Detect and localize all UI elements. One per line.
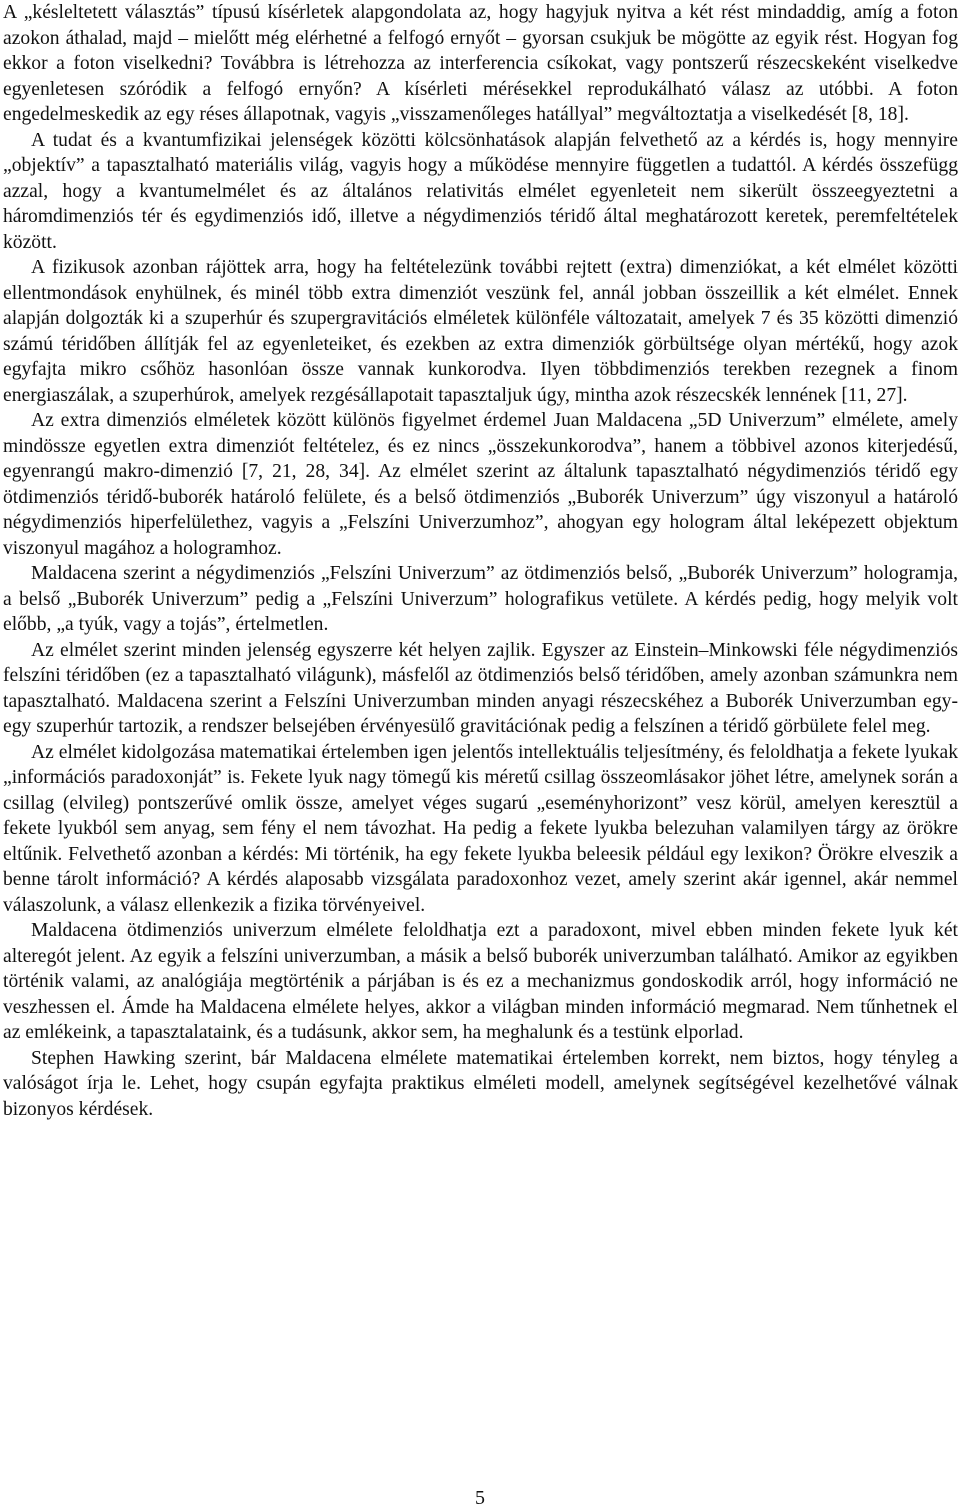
body-text bbox=[3, 0, 958, 1122]
paragraph: Stephen Hawking szerint, bár Maldacena elmélete matematikai értelemben korrekt, nem biztos, hogy tényleg a valóságot írja le. Lehet, hogy csupán egyfajta praktikus elméleti modell, amelynek segítségével kezelhetővé válnak bizonyos kérdések. bbox=[3, 1047, 958, 1120]
paragraph: A fizikusok azonban rájöttek arra, hogy ha feltételezünk további rejtett (extra) dimenziókat, a két elmélet közötti ellentmondások enyhülnek, és minél több extra dimenziót veszünk fel, annál jobban összeillik a két elmélet. Ennek alapján dolgozták ki a szuperhúr és szupergravitációs elméletek különféle változatait, amelyek 7 és 35 közötti dimenzió számú téridőben állítják fel az egyenleteiket, és ezekben az extra dimenziók görbültsége olyan mértékű, hogy azok egyfajta mikro csőhöz hasonlóan össze vannak kunkorodva. Ilyen többdimenziós terekben rezegnek a finom energiaszálak, a szuperhúrok, amelyek rezgésállapotait tapasztaljuk úgy, mintha azok részecskék lennének [11, 27]. bbox=[3, 257, 958, 406]
paragraph: Maldacena szerint a négydimenziós „Felszíni Univerzum” az ötdimenziós belső, „Buborék Univerzum” hologramja, a belső „Buborék Univerzum” pedig a „Felszíni Univerzum” holografikus vetülete. A kérdés pedig, hogy melyik volt előbb, „a tyúk, vagy a tojás”, értelmetlen. bbox=[3, 563, 958, 635]
paragraph: A tudat és a kvantumfizikai jelenségek közötti kölcsönhatások alapján felvethető az a kérdés is, hogy mennyire „objektív” a tapasztalható materiális világ, vagyis hogy a működése mennyire független a tudattól. A kérdés összefügg azzal, hogy a kvantumelmélet és az általános relativitás elmélet egyenleteit nem sikerült összeegyeztetni a háromdimenziós tér és egydimenziós idő, illetve a négydimenziós téridő által meghatározott keretek, peremfeltételek között. bbox=[3, 129, 958, 253]
paragraph: Az elmélet kidolgozása matematikai értelemben igen jelentős intellektuális teljesítmény, és feloldhatja a fekete lyukak „információs paradoxonját” is. Fekete lyuk nagy tömegű kis méretű csillag összeomlásakor jöhet létre, amelynek során a csillag (elvileg) pontszerűvé omlik össze, amelyet véges sugarú „eseményhorizont” vesz körül, amelyen keresztül a fekete lyukból sem anyag, sem fény el nem távozhat. Ha pedig a fekete lyukba belezuhan valamilyen tárgy az örökre eltűnik. Felvethető azonban a kérdés: Mi történik, ha egy fekete lyukba beleesik például egy lexikon? Örökre elveszik a benne tárolt információ? A kérdés alaposabb vizsgálata paradoxonhoz vezet, amely szerint akár igennel, akár nemmel válaszolunk, a válasz ellenkezik a fizika törvényeivel. bbox=[3, 741, 958, 916]
page-number: 5 bbox=[475, 1487, 485, 1509]
paragraph: A „késleltetett választás” típusú kísérletek alapgondolata az, hogy hagyjuk nyitva a két rést mindaddig, amíg a foton azokon áthalad, majd – mielőtt még elérhetné a felfogó ernyőt – gyorsan csukjuk be mögötte az egyik rést. Hogyan fog ekkor a foton viselkedni? Továbbra is létrehozza az interferencia csíkokat, vagy pontszerű részecskeként viselkedve egyenletesen szóródik a felfogó ernyőn? A kísérleti mérésekkel reprodukálható válasz az utóbbi. A foton engedelmeskedik az egy réses állapotnak, vagyis „visszamenőleges hatállyal” megváltoztatja a viselkedését [8, 18]. bbox=[3, 2, 958, 125]
paragraph: Az extra dimenziós elméletek között különös figyelmet érdemel Juan Maldacena „5D Univerzum” elmélete, amely mindössze egyetlen extra dimenziót feltételez, és ez nincs „összekunkorodva”, hanem a többivel azonos kiterjedésű, egyenrangú makro-dimenzió [7, 21, 28, 34]. Az elmélet szerint az általunk tapasztalható négydimenziós téridő egy ötdimenziós téridő-buborék határoló felülete, és a belső ötdimenziós „Buborék Univerzum” úgy viszonyul a határoló négydimenziós hiperfelülethez, vagyis a „Felszíni Univerzumhoz”, ahogyan egy hologram által leképezett objektum viszonyul magához a hologramhoz. bbox=[3, 410, 958, 559]
paragraph: Az elmélet szerint minden jelenség egyszerre két helyen zajlik. Egyszer az Einstein–Minkowski féle négydimenziós felszíni téridőben (ez a tapasztalható világunk), másfelől az ötdimenziós belső téridőben, amely azonban számunkra nem tapasztalható. Maldacena szerint a Felszíni Univerzumban minden anyagi részecskéhez a Buborék Univerzumban egy-egy szuperhúr tartozik, a rendszer belsejében érvényesülő gravitációnak pedig a felszínen a téridő görbülete felel meg. bbox=[3, 639, 958, 737]
paragraph: Maldacena ötdimenziós univerzum elmélete feloldhatja ezt a paradoxont, mivel ebben minden fekete lyuk két alteregót jelent. Az egyik a felszíni univerzumban, a másik a belső buborék univerzumban található. Amikor az egyikben történik valami, az analógiája megtörténik a párjában is és ez a mechanizmus gondoskodik arról, hogy információ ne veszhessen el. Ámde ha Maldacena elmélete helyes, akkor a világban minden információ megmarad. Nem tűnhetnek el az emlékeink, a tapasztalataink, és a tudásunk, akkor sem, ha meghalunk és a testünk elporlad. bbox=[3, 920, 958, 1043]
